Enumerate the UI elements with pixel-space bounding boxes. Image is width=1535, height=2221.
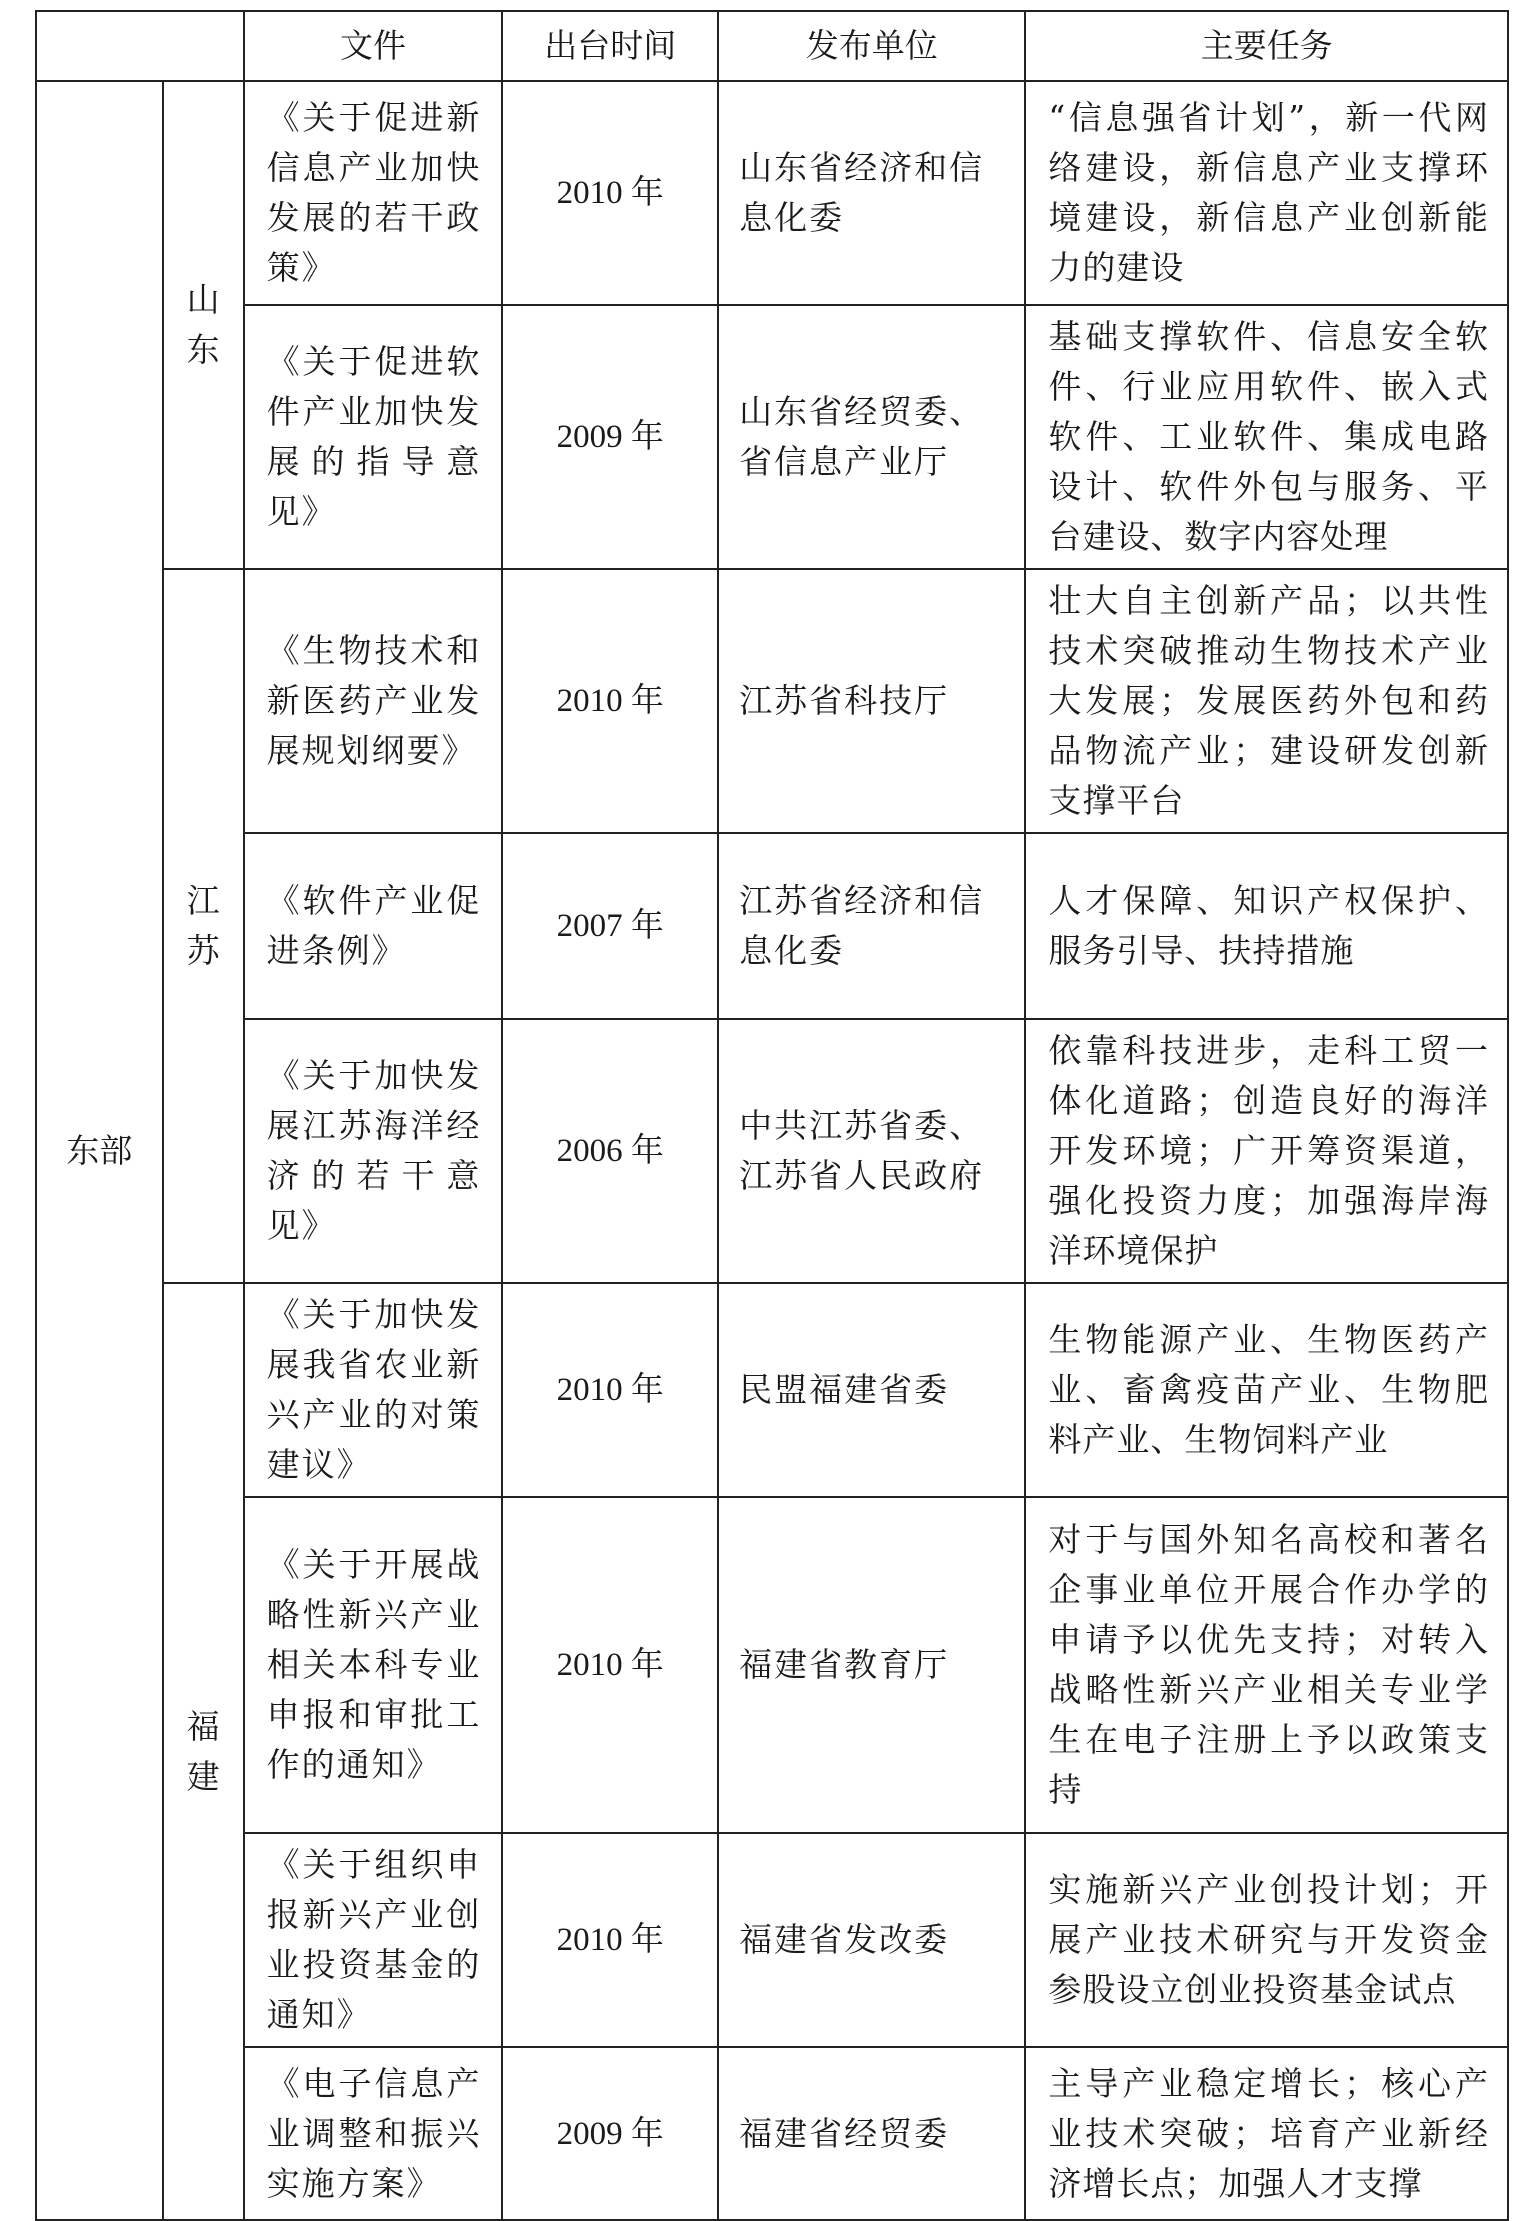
main-task: 对于与国外知名高校和著名企事业单位开展合作办学的申请予以优先支持；对转入战略性新兴产业相关专业学生在电子注册上予以政策支持 — [1025, 1497, 1508, 1833]
issue-year: 2010 年 — [502, 81, 718, 305]
issue-year: 2010 年 — [502, 1833, 718, 2047]
issuer: 福建省发改委 — [718, 1833, 1025, 2047]
document-title: 《关于加快发展江苏海洋经济的若干意见》 — [244, 1019, 503, 1283]
main-task: 主导产业稳定增长；核心产业技术突破；培育产业新经济增长点；加强人才支撑 — [1025, 2047, 1508, 2220]
issuer: 福建省教育厅 — [718, 1497, 1025, 1833]
main-task: “信息强省计划”，新一代网络建设，新信息产业支撑环境建设，新信息产业创新能力的建设 — [1025, 81, 1508, 305]
document-title: 《关于促进新信息产业加快发展的若干政策》 — [244, 81, 503, 305]
province-label-shandong: 山东 — [163, 81, 244, 569]
table-row — [36, 2047, 1508, 2220]
document-title: 《关于促进软件产业加快发展的指导意见》 — [244, 305, 503, 569]
table-row — [36, 1019, 1508, 1283]
province-label-jiangsu: 江苏 — [163, 569, 244, 1283]
header-document: 文件 — [244, 11, 503, 81]
issue-year: 2006 年 — [502, 1019, 718, 1283]
issue-year: 2010 年 — [502, 569, 718, 833]
header-year: 出台时间 — [502, 11, 718, 81]
document-title: 《软件产业促进条例》 — [244, 833, 503, 1019]
main-task: 生物能源产业、生物医药产业、畜禽疫苗产业、生物肥料产业、生物饲料产业 — [1025, 1283, 1508, 1497]
issue-year: 2007 年 — [502, 833, 718, 1019]
table-row — [36, 81, 1508, 305]
issue-year: 2010 年 — [502, 1497, 718, 1833]
main-task: 依靠科技进步，走科工贸一体化道路；创造良好的海洋开发环境；广开筹资渠道，强化投资力度；加强海岸海洋环境保护 — [1025, 1019, 1508, 1283]
policy-table — [35, 10, 1509, 2221]
document-title: 《关于加快发展我省农业新兴产业的对策建议》 — [244, 1283, 503, 1497]
issue-year: 2009 年 — [502, 2047, 718, 2220]
document-title: 《生物技术和新医药产业发展规划纲要》 — [244, 569, 503, 833]
issuer: 中共江苏省委、江苏省人民政府 — [718, 1019, 1025, 1283]
main-task: 人才保障、知识产权保护、服务引导、扶持措施 — [1025, 833, 1508, 1019]
header-main-tasks: 主要任务 — [1025, 11, 1508, 81]
header-blank — [36, 11, 244, 81]
table-row — [36, 1497, 1508, 1833]
table-row — [36, 569, 1508, 833]
issuer: 福建省经贸委 — [718, 2047, 1025, 2220]
main-task: 壮大自主创新产品；以共性技术突破推动生物技术产业大发展；发展医药外包和药品物流产业；建设研发创新支撑平台 — [1025, 569, 1508, 833]
region-label: 东部 — [36, 81, 163, 2220]
issuer: 民盟福建省委 — [718, 1283, 1025, 1497]
issue-year: 2009 年 — [502, 305, 718, 569]
issue-year: 2010 年 — [502, 1283, 718, 1497]
issuer: 江苏省经济和信息化委 — [718, 833, 1025, 1019]
header-issuer: 发布单位 — [718, 11, 1025, 81]
main-task: 实施新兴产业创投计划；开展产业技术研究与开发资金参股设立创业投资基金试点 — [1025, 1833, 1508, 2047]
table-row — [36, 305, 1508, 569]
table-header-row — [36, 11, 1508, 81]
table-row — [36, 1283, 1508, 1497]
issuer: 山东省经济和信息化委 — [718, 81, 1025, 305]
main-task: 基础支撑软件、信息安全软件、行业应用软件、嵌入式软件、工业软件、集成电路设计、软件外包与服务、平台建设、数字内容处理 — [1025, 305, 1508, 569]
issuer: 江苏省科技厅 — [718, 569, 1025, 833]
table-row — [36, 833, 1508, 1019]
document-title: 《电子信息产业调整和振兴实施方案》 — [244, 2047, 503, 2220]
document-title: 《关于开展战略性新兴产业相关本科专业申报和审批工作的通知》 — [244, 1497, 503, 1833]
table-row — [36, 1833, 1508, 2047]
province-label-fujian: 福建 — [163, 1283, 244, 2220]
issuer: 山东省经贸委、省信息产业厅 — [718, 305, 1025, 569]
document-title: 《关于组织申报新兴产业创业投资基金的通知》 — [244, 1833, 503, 2047]
